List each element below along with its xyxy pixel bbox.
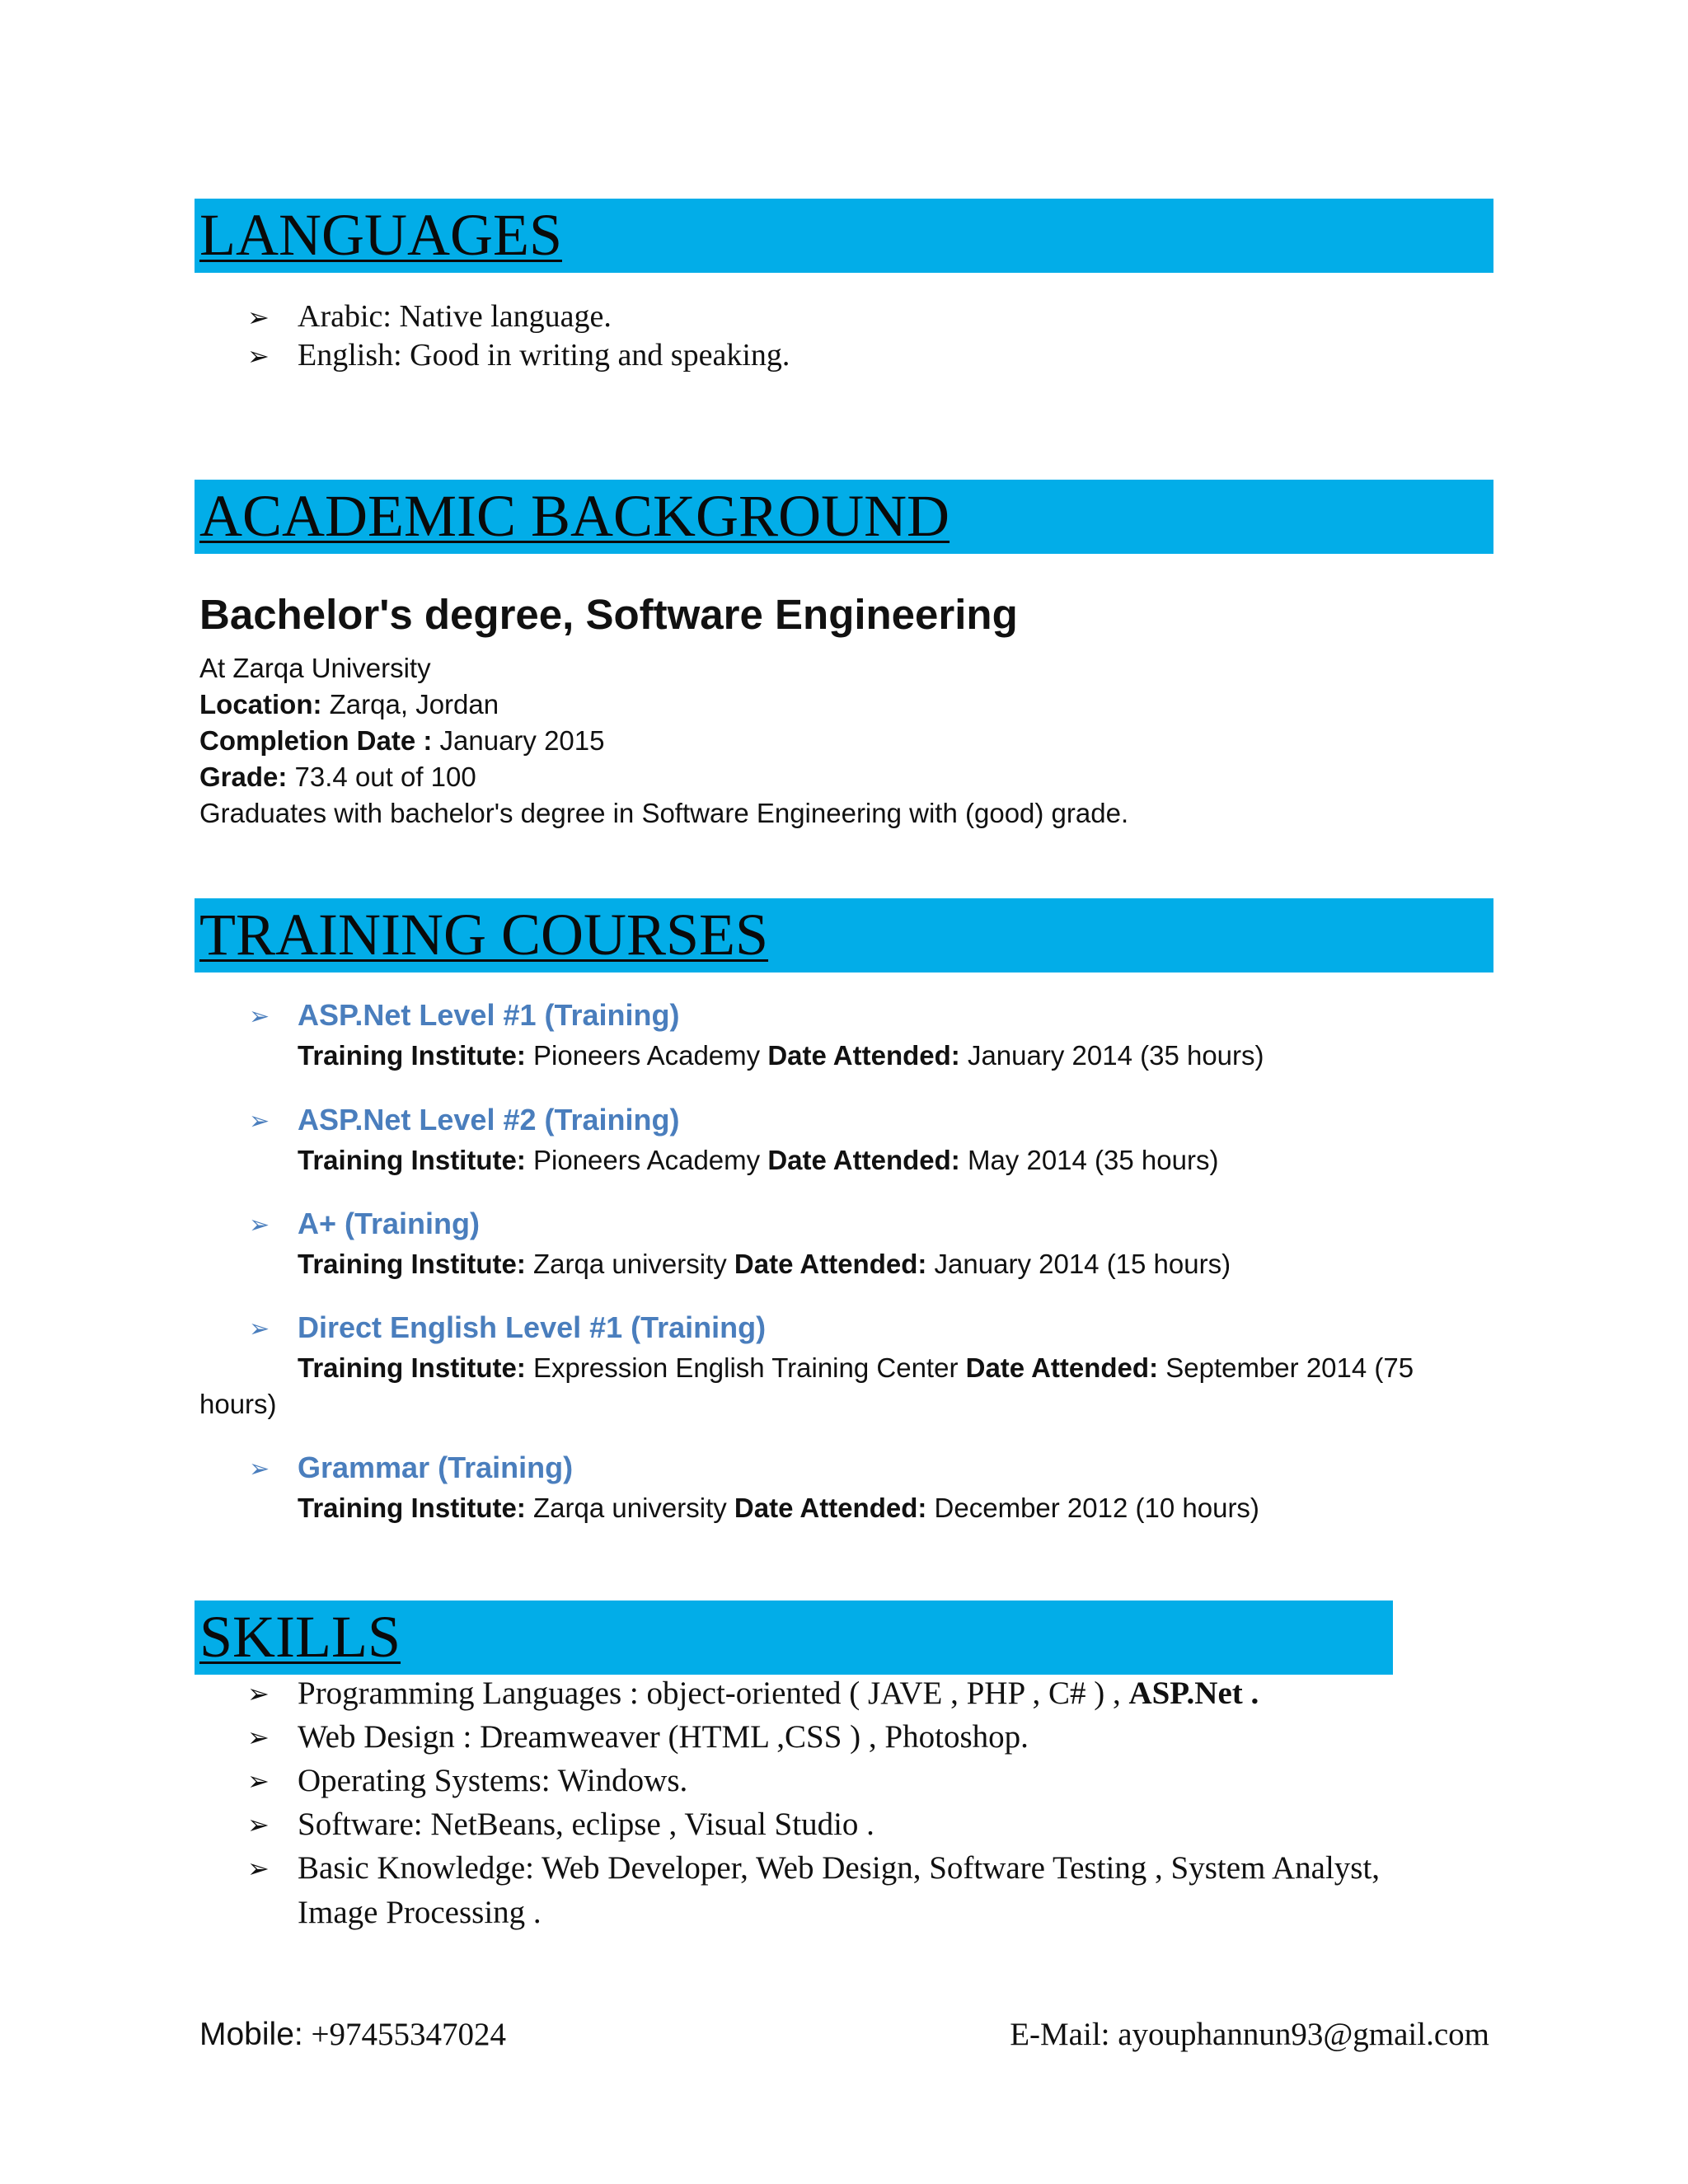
mobile-label: Mobile:: [199, 2017, 303, 2052]
course-details: [298, 1249, 1231, 1280]
date-value: May 2014 (35 hours): [959, 1145, 1219, 1175]
grade-value: 73.4 out of 100: [287, 762, 476, 792]
bullet-arrow-icon: ➢: [247, 1853, 270, 1884]
date-label: Date Attended:: [734, 1249, 927, 1279]
location-value: Zarqa, Jordan: [321, 689, 499, 719]
institute-value: Pioneers Academy: [525, 1040, 768, 1071]
institute-label: Training Institute:: [298, 1249, 526, 1279]
degree-summary: Graduates with bachelor's degree in Software Engineering with (good) grade.: [199, 798, 1129, 828]
bullet-arrow-icon: ➢: [247, 1765, 270, 1797]
skill-basic-knowledge-cont: Image Processing .: [298, 1895, 542, 1930]
skill-os: Operating Systems: Windows.: [298, 1763, 688, 1798]
skill-programming: [298, 1675, 1259, 1712]
institute-value: Zarqa university: [525, 1249, 734, 1279]
completion-line: [199, 725, 605, 757]
institute-label: Training Institute:: [298, 1352, 526, 1383]
institute-label: Training Institute:: [298, 1493, 526, 1523]
skill-web-design: Web Design : Dreamweaver (HTML ,CSS ) , Photoshop.: [298, 1719, 1029, 1755]
university: At Zarqa University: [199, 653, 431, 683]
date-label: Date Attended:: [734, 1493, 927, 1523]
section-header-training: [195, 898, 1493, 972]
date-label: Date Attended:: [767, 1040, 960, 1071]
footer-email[interactable]: E-Mail: ayouphannun93@gmail.com: [1010, 2017, 1489, 2052]
grade-line: [199, 762, 476, 793]
skill-bold-text: ASP.Net .: [1128, 1675, 1259, 1711]
bullet-arrow-icon: ➢: [249, 1211, 270, 1240]
section-header-skills: [195, 1601, 1393, 1675]
language-item: Arabic: Native language.: [298, 299, 612, 334]
section-header-academic: [195, 480, 1493, 554]
date-continuation: hours): [199, 1389, 277, 1419]
course-title: Direct English Level #1 (Training): [298, 1310, 767, 1344]
section-header-languages: [195, 199, 1493, 273]
bullet-arrow-icon: ➢: [249, 1315, 270, 1343]
section-title: SKILLS: [199, 1604, 401, 1670]
completion-value: January 2015: [432, 725, 605, 756]
footer-mobile: [199, 2016, 506, 2053]
bullet-arrow-icon: ➢: [249, 1002, 270, 1031]
skill-basic-knowledge: Basic Knowledge: Web Developer, Web Design, Software Testing , System Analyst,: [298, 1850, 1381, 1886]
course-details: [298, 1352, 1414, 1384]
bullet-arrow-icon: ➢: [247, 340, 270, 372]
degree-title: Bachelor's degree, Software Engineering: [199, 591, 1018, 638]
course-title: A+ (Training): [298, 1207, 481, 1240]
course-title: Grammar (Training): [298, 1451, 574, 1484]
course-title: ASP.Net Level #2 (Training): [298, 1103, 680, 1137]
institute-value: Pioneers Academy: [525, 1145, 768, 1175]
section-title: LANGUAGES: [199, 202, 562, 268]
section-title: TRAINING COURSES: [199, 902, 769, 968]
institute-label: Training Institute:: [298, 1040, 526, 1071]
language-item: English: Good in writing and speaking.: [298, 338, 790, 373]
institute-value: Expression English Training Center: [525, 1352, 966, 1383]
course-details: [298, 1040, 1264, 1071]
date-label: Date Attended:: [767, 1145, 960, 1175]
date-value: January 2014 (15 hours): [926, 1249, 1231, 1279]
bullet-arrow-icon: ➢: [247, 1722, 270, 1753]
institute-label: Training Institute:: [298, 1145, 526, 1175]
course-details: [298, 1145, 1218, 1176]
bullet-arrow-icon: ➢: [249, 1107, 270, 1136]
location-label: Location:: [199, 689, 322, 719]
course-details: [298, 1493, 1259, 1524]
date-value: January 2014 (35 hours): [959, 1040, 1264, 1071]
date-value: September 2014 (75: [1158, 1352, 1414, 1383]
bullet-arrow-icon: ➢: [247, 1678, 270, 1709]
skill-text: Programming Languages : object-oriented ( JAVE , PHP , C# ) ,: [298, 1675, 1129, 1711]
location-line: [199, 689, 499, 720]
completion-label: Completion Date :: [199, 725, 433, 756]
grade-label: Grade:: [199, 762, 288, 792]
course-title: ASP.Net Level #1 (Training): [298, 998, 680, 1032]
bullet-arrow-icon: ➢: [247, 302, 270, 333]
bullet-arrow-icon: ➢: [249, 1455, 270, 1483]
mobile-number: +97455347024: [302, 2017, 506, 2052]
section-title: ACADEMIC BACKGROUND: [199, 483, 950, 549]
bullet-arrow-icon: ➢: [247, 1809, 270, 1840]
institute-value: Zarqa university: [525, 1493, 734, 1523]
skill-software: Software: NetBeans, eclipse , Visual Studio .: [298, 1807, 874, 1842]
date-value: December 2012 (10 hours): [926, 1493, 1259, 1523]
date-label: Date Attended:: [965, 1352, 1159, 1383]
